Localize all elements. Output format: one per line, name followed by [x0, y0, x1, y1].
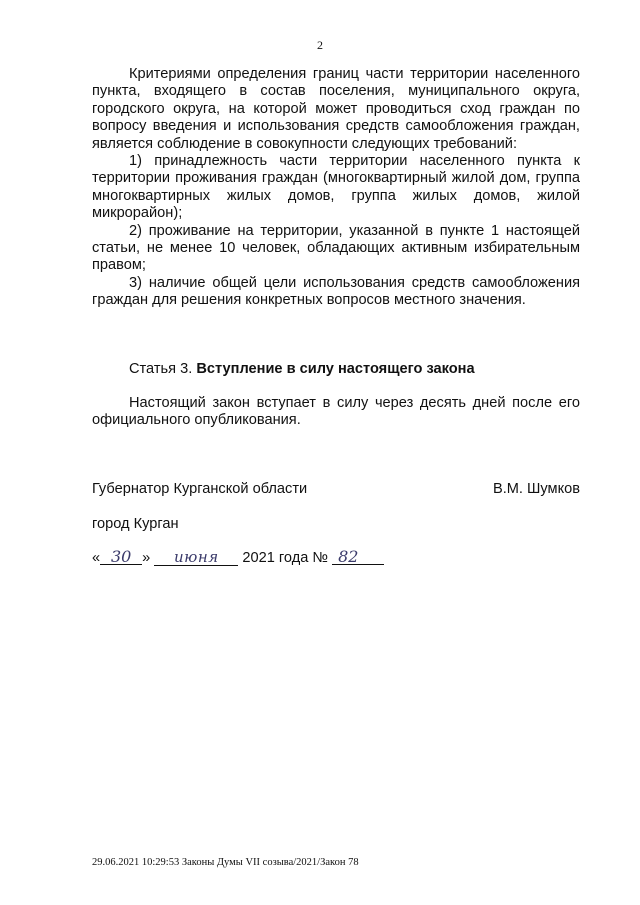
date-year-text: 2021 года №	[242, 550, 329, 566]
city-line: город Курган	[92, 516, 179, 532]
criteria-paragraph	[92, 66, 580, 310]
paragraph-item-3: 3) наличие общей цели использования средств самообложения граждан для решения конкретных вопросов местного значения.	[92, 274, 580, 309]
article-3-prefix: Статья 3.	[129, 361, 193, 377]
signature-name: В.М. Шумков	[492, 481, 580, 497]
paragraph-criteria: Критериями определения границ части территории населенного пункта, входящего в состав поселения, муниципального округа, городского округа, на которой может проводиться сход граждан по вопросу введения и использования средств самообложения граждан, является соблюдение в совокупности следующих требований:	[92, 66, 580, 152]
date-day-handwritten: 30	[100, 549, 142, 565]
date-month-handwritten: июня	[154, 550, 238, 566]
signature-row	[92, 481, 580, 498]
article-3-body	[92, 395, 580, 430]
article-3-heading	[129, 361, 475, 378]
article-3-text: Настоящий закон вступает в силу через десять дней после его официального опубликования.	[92, 395, 580, 429]
paragraph-item-2: 2) проживание на территории, указанной в пункте 1 настоящей статьи, не менее 10 человек, обладающих активным избирательным правом;	[92, 222, 580, 274]
date-close-quote: »	[142, 550, 151, 566]
footer-stamp: 29.06.2021 10:29:53 Законы Думы VII созыва/2021/Закон 78	[92, 857, 359, 868]
date-line	[92, 549, 384, 567]
page-number: 2	[317, 38, 323, 52]
date-open-quote: «	[92, 550, 101, 566]
law-number-handwritten: 82	[332, 549, 384, 565]
signature-position: Губернатор Курганской области	[92, 481, 308, 497]
article-3-title: Вступление в силу настоящего закона	[196, 361, 475, 377]
paragraph-item-1: 1) принадлежность части территории населенного пункта к территории проживания граждан (многоквартирный жилой дом, группа многоквартирных жилых домов, группа жилых домов, жилой микрорайон);	[92, 153, 580, 222]
